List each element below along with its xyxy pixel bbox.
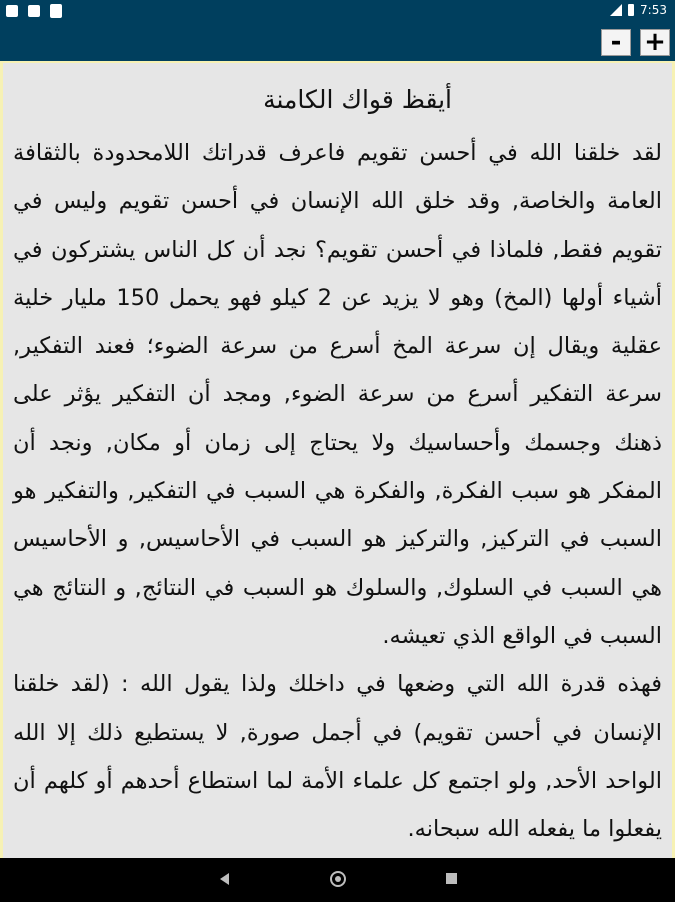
navigation-bar xyxy=(0,858,675,900)
notification-a-icon xyxy=(6,5,18,17)
status-left-icons xyxy=(6,4,62,18)
article-paragraph: فهذه قدرة الله التي وضعها في داخلك ولذا يقول الله : (لقد خلقنا الإنسان في أحسن تقويم) في أجمل صورة, لا يستطيع ذلك إلا الله الواحد الأحد, ولو اجتمع كل علماء الأمة لما استطاع أحدهم أو كلهم أن يفعلوا ما يفعله الله سبحانه. xyxy=(13,671,662,843)
increase-font-button[interactable]: + xyxy=(640,29,670,56)
article-paragraph: لقد خلقنا الله في أحسن تقويم فاعرف قدراتك اللامحدودة بالثقافة العامة والخاصة, وقد خلق الله الإنسان في أحسن تقويم وليس في تقويم فقط, فلماذا في أحسن تقويم؟ نجد أن كل الناس يشتركون في أشياء أولها (المخ) وهو لا يزيد عن 2 كيلو فهو يحمل 150 مليار خلية عقلية ويقال إن سرعة المخ أسرع من سرعة الضوء؛ فعند التفكير, سرعة التفكير أسرع من سرعة الضوء, ومجد أن التفكير يؤثر على ذهنك وجسمك وأحساسيك ولا يحتاج إلى زمان أو مكان, ونجد أن المفكر هو سبب الفكرة, والفكرة هي السبب في التفكير, والتفكير هو السبب في التركيز, والتركيز هو السبب في الأحاسيس, و الأحاسيس هي السبب في السلوك, والسلوك هو السبب في النتائج, و النتائج هي السبب في الواقع الذي تعيشه. xyxy=(13,140,662,649)
clock: 7:53 xyxy=(640,3,667,17)
battery-icon xyxy=(628,4,634,16)
article-view[interactable] xyxy=(0,61,675,858)
app-toolbar xyxy=(0,24,675,61)
no-sim-icon xyxy=(610,4,622,16)
status-right-icons xyxy=(610,3,667,17)
back-icon[interactable] xyxy=(220,873,229,885)
home-icon[interactable] xyxy=(330,871,346,887)
recent-apps-icon[interactable] xyxy=(446,873,457,884)
notification-square-icon xyxy=(28,5,40,17)
status-bar xyxy=(0,0,675,24)
sd-card-icon xyxy=(50,4,62,18)
decrease-font-button[interactable]: - xyxy=(601,29,631,56)
article-title: أيقظ قواك الكامنة xyxy=(263,85,452,114)
article-body xyxy=(13,129,662,902)
